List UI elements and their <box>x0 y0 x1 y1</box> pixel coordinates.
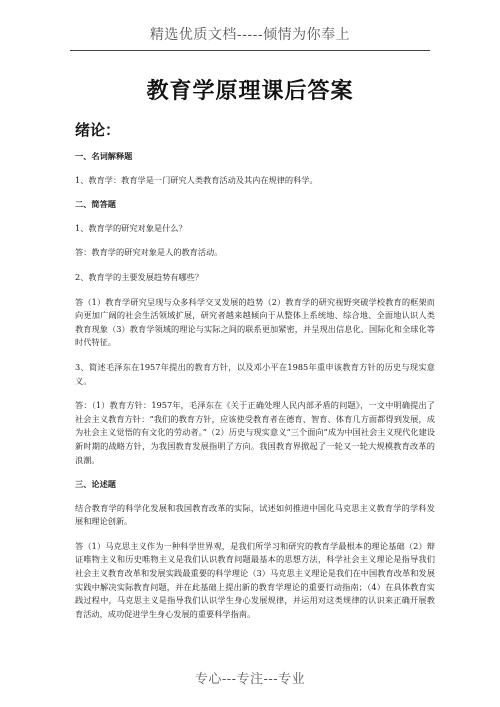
section-heading-short-answer: 二、简答题 <box>75 199 116 210</box>
page-footer: 专心---专注---专业 <box>194 672 306 687</box>
essay-question: 结合教育学的科学化发展和我国教育改革的实际，试述如何推进中国化马克思主义教育学的学科发展和理论创新。 <box>75 502 435 527</box>
answer-2: 答（1）教育学研究呈现与众多科学交叉发展的趋势（2）教育学的研究视野突破学校教育的框架而向更加广阔的社会生活领域扩展，研究者越来越倾向于从整体上系统地、综合地、全面地认识人类教育现象（3）教育学领域的理论与实际之间的联系更加紧密，并呈现出信息化、国际化和全球化等时代特征。 <box>75 296 435 348</box>
answer-1: 答：教育学的研究对象是人的教育活动。 <box>75 247 223 258</box>
document-body <box>75 150 435 632</box>
question-3: 3、简述毛泽东在1957年提出的教育方针，以及邓小平在1985年重申该教育方针的历史与现实意义。 <box>75 361 435 386</box>
answer-3: 答：（1）教育方针：1957年，毛泽东在《关于正确处理人民内部矛盾的问题》，一文中明确提出了社会主义教育方针：“我们的教育方针，应该使受教育者在德育、智育、体育几方面都得到发展，成为社会主义觉悟的有文化的劳动者。”（2）历史与现实意义“三个面向”成为中国社会主义现代化建设新时期的战略方针，为我国教育发展指明了方向。我国教育界掀起了一轮又一轮大规模教育改革的浪潮。 <box>75 400 435 465</box>
chapter-heading: 绪论： <box>75 121 121 139</box>
question-2: 2、教育学的主要发展趋势有哪些？ <box>75 271 204 282</box>
page-header: 精选优质文档-----倾情为你奉上 <box>149 27 351 43</box>
question-1: 1、教育学的研究对象是什么？ <box>75 222 187 233</box>
document-title: 教育学原理课后答案 <box>146 78 354 104</box>
header-divider <box>70 50 430 51</box>
essay-answer: 答（1）马克思主义作为一种科学世界观，是我们所学习和研究的教育学最根本的理论基础（2）辩证唯物主义和历史唯物主义是我们认识教育问题最基本的思想方法，科学社会主义理论是指导我们社会主义教育改革和发展实践最重要的科学理论（3）马克思主义理论是我们在中国教育改革和发展实践中解决实际教育问题，并在此基础上提出新的教育学理论的重要行动指南；（4）在具体教育实践过程中，马克思主义是指导我们认识学生身心发展规律，并运用对这类规律的认识来正确开展教育活动，成功促进学生身心发展的重要科学指南。 <box>75 540 435 619</box>
term-definition: 1、教育学：教育学是一门研究人类教育活动及其内在规律的科学。 <box>75 174 318 185</box>
section-heading-essay: 三、论述题 <box>75 479 116 490</box>
section-heading-terms: 一、名词解释题 <box>75 151 133 161</box>
